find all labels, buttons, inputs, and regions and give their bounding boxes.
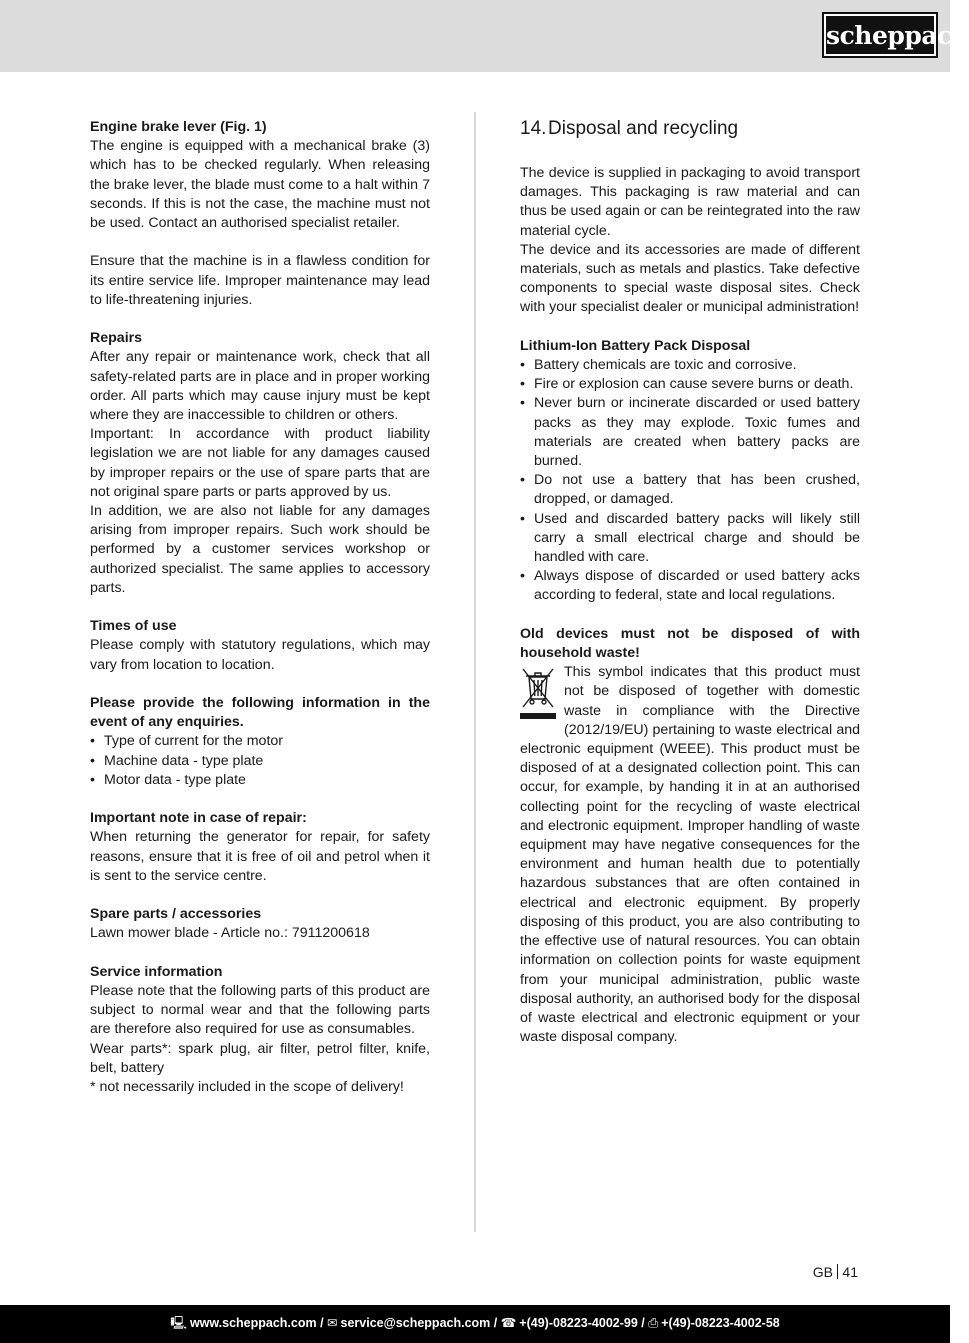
section-title bbox=[520, 118, 860, 164]
page-separator bbox=[837, 1264, 839, 1279]
footer-email[interactable]: service@scheppach.com / bbox=[340, 1316, 498, 1330]
page-lang: GB bbox=[812, 1264, 833, 1280]
brake-text: The engine is equipped with a mechanical brake (3) which has to be checked regularly. When releasing the brake lever, the blade must come to a halt within 7 seconds. If this is not the case, the machine must not be used. Contact an authorised specialist retailer. bbox=[90, 138, 430, 232]
old-devices-heading: Old devices must not be disposed of with household waste! bbox=[520, 625, 860, 662]
right-column bbox=[520, 118, 860, 1047]
weee-block bbox=[520, 663, 860, 1047]
list-item: • Fire or explosion can cause severe burns or death. bbox=[520, 375, 860, 394]
times-heading: Times of use bbox=[90, 618, 177, 635]
footer-fax: +(49)-08223-4002-58 bbox=[661, 1316, 780, 1330]
page-num: 41 bbox=[842, 1264, 858, 1280]
service-heading: Service information bbox=[90, 963, 223, 980]
list-item: • Motor data - type plate bbox=[90, 771, 430, 790]
list-item: • Always dispose of discarded or used battery acks according to federal, state and local regulations. bbox=[520, 567, 860, 605]
repair-note-heading: Important note in case of repair: bbox=[90, 810, 307, 827]
enquiry-list bbox=[90, 732, 430, 790]
disposal-text-2: The device and its accessories are made of different materials, such as metals and plastics. Take defective components to special waste disposal sites. Check with your specialist dealer or municipal administration! bbox=[520, 241, 860, 316]
section-number: 14. bbox=[520, 118, 547, 139]
battery-list bbox=[520, 356, 860, 606]
service-text-3: * not necessarily included in the scope of delivery! bbox=[90, 1079, 404, 1096]
enquiry-heading: Please provide the following information in the event of any enquiries. bbox=[90, 695, 430, 731]
weee-text: This symbol indicates that this product must not be disposed of together with domestic waste in compliance with the Directive (2012/19/EU) pertaining to waste electrical and electronic equipment (WEEE). This product must be disposed of at a designated collection point. This can occur, for example, by handing it in at an authorised collecting point for the recycling of waste electrical and electronic equipment. Improper handling of waste equipment may have negative consequences for the environment and human health due to potentially hazardous substances that are often contained in electrical and electronic equipment. By properly disposing of this product, you are also contributing to the effective use of natural resources. You can obtain information on collection points for waste equipment from your municipal administration, public waste disposal authority, an authorised body for the disposal of waste electrical and electronic equipment or your waste disposal company. bbox=[520, 664, 860, 1046]
ensure-text: Ensure that the machine is in a flawless condition for its entire service life. Improper maintenance may lead to life-threatening injuries. bbox=[90, 253, 430, 308]
repairs-text-2: Important: In accordance with product liability legislation we are not liable for any damages caused by improper repairs or the use of spare parts that are not original spare parts or parts approved by us. bbox=[90, 426, 430, 500]
crossed-bin-icon bbox=[520, 665, 556, 721]
header-bar bbox=[0, 0, 969, 72]
repair-note-text: When returning the generator for repair, for safety reasons, ensure that it is free of oil and petrol when it is sent to the service centre. bbox=[90, 829, 430, 884]
list-item: • Do not use a battery that has been crushed, dropped, or damaged. bbox=[520, 471, 860, 509]
footer-web[interactable]: www.scheppach.com / bbox=[189, 1316, 324, 1330]
fax-icon: ⎙ bbox=[648, 1316, 659, 1330]
left-column bbox=[90, 118, 430, 1097]
service-text-2: Wear parts*: spark plug, air filter, petrol filter, knife, belt, battery bbox=[90, 1040, 430, 1076]
phone-icon: ☎ bbox=[500, 1316, 517, 1330]
spare-parts-heading: Spare parts / accessories bbox=[90, 906, 262, 923]
brake-heading: Engine brake lever (Fig. 1) bbox=[90, 119, 267, 135]
computer-icon: 🖳 bbox=[170, 1316, 187, 1330]
list-item: • Used and discarded battery packs will likely still carry a small electrical charge and should be handled with care. bbox=[520, 510, 860, 568]
battery-heading: Lithium-Ion Battery Pack Disposal bbox=[520, 337, 751, 354]
disposal-text-1: The device is supplied in packaging to avoid transport damages. This packaging is raw material and can thus be used again or can be reintegrated into the raw material cycle. bbox=[520, 165, 860, 239]
footer-bar bbox=[0, 1305, 950, 1343]
list-item: • Machine data - type plate bbox=[90, 752, 430, 771]
list-item: • Never burn or incinerate discarded or used battery packs as they may explode. Toxic fumes and materials are created when battery packs are burned. bbox=[520, 394, 860, 471]
footer-phone: +(49)-08223-4002-99 / bbox=[519, 1316, 645, 1330]
brand-logo: scheppach bbox=[824, 14, 936, 56]
repairs-heading: Repairs bbox=[90, 330, 143, 347]
times-text: Please comply with statutory regulations, which may vary from location to location. bbox=[90, 637, 430, 673]
list-item: • Battery chemicals are toxic and corrosive. bbox=[520, 356, 860, 375]
column-divider bbox=[474, 112, 476, 1232]
service-text-1: Please note that the following parts of this product are subject to normal wear and that the following parts are therefore also required for use as consumables. bbox=[90, 983, 430, 1038]
list-item: • Type of current for the motor bbox=[90, 732, 430, 751]
page-number bbox=[813, 1264, 858, 1280]
spare-parts-text: Lawn mower blade - Article no.: 7911200618 bbox=[90, 925, 370, 942]
repairs-text-3: In addition, we are also not liable for any damages arising from improper repairs. Such work should be performed by a customer services workshop or authorized specialist. The same applies to accessory parts. bbox=[90, 503, 430, 596]
repairs-text-1: After any repair or maintenance work, check that all safety-related parts are in place and in proper working order. All parts which may cause injury must be kept where they are inaccessible to children or others. bbox=[90, 349, 430, 424]
mail-icon: ✉ bbox=[327, 1316, 338, 1330]
section-title-text: Disposal and recycling bbox=[548, 118, 739, 139]
